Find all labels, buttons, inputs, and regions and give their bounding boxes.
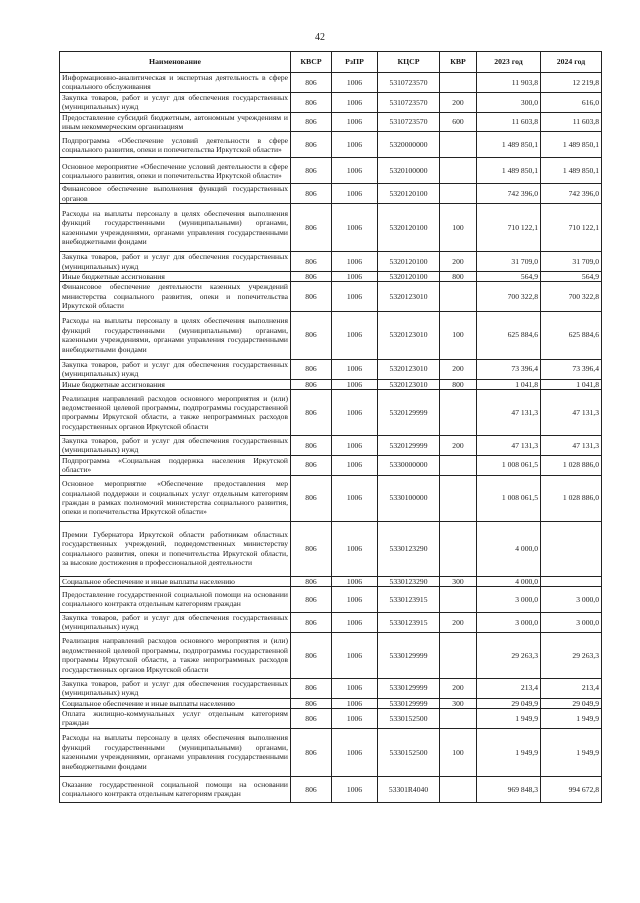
row-amount-2024: 710 122,1 (541, 204, 602, 252)
row-rzpr: 1006 (332, 311, 378, 359)
row-name: Финансовое обеспечение выполнения функций государственных органов (60, 184, 291, 204)
row-kcsr: 5330100000 (378, 475, 440, 521)
table-row (60, 158, 602, 184)
row-amount-2024: 213,4 (541, 678, 602, 698)
row-name: Закупка товаров, работ и услуг для обеспечения государственных (муниципальных) нужд (60, 92, 291, 112)
row-kcsr: 5330000000 (378, 455, 440, 475)
row-amount-2023: 1 949,9 (477, 708, 541, 728)
row-amount-2023: 1 008 061,5 (477, 475, 541, 521)
table-row (60, 389, 602, 435)
row-kcsr: 5320120100 (378, 252, 440, 272)
row-kcsr: 5330123290 (378, 576, 440, 586)
row-amount-2024: 3 000,0 (541, 586, 602, 612)
table-row (60, 435, 602, 455)
table-row (60, 455, 602, 475)
row-rzpr: 1006 (332, 586, 378, 612)
table-row (60, 576, 602, 586)
row-amount-2023: 1 489 850,1 (477, 132, 541, 158)
row-rzpr: 1006 (332, 158, 378, 184)
row-amount-2024: 625 884,6 (541, 311, 602, 359)
row-name: Иные бюджетные ассигнования (60, 272, 291, 282)
row-kcsr: 5320120100 (378, 204, 440, 252)
column-header-name: Наименование (60, 52, 291, 73)
row-rzpr: 1006 (332, 576, 378, 586)
row-kvsr: 806 (291, 576, 332, 586)
row-kvsr: 806 (291, 158, 332, 184)
column-header-rzpr: РзПР (332, 52, 378, 73)
row-amount-2024: 994 672,8 (541, 776, 602, 802)
row-amount-2024: 1 949,9 (541, 708, 602, 728)
row-name: Закупка товаров, работ и услуг для обеспечения государственных (муниципальных) нужд (60, 252, 291, 272)
row-kvsr: 806 (291, 678, 332, 698)
table-row (60, 698, 602, 708)
row-amount-2024: 29 049,9 (541, 698, 602, 708)
row-amount-2023: 1 041,8 (477, 379, 541, 389)
row-amount-2023: 3 000,0 (477, 586, 541, 612)
row-amount-2023: 742 396,0 (477, 184, 541, 204)
row-name: Оплата жилищно-коммунальных услуг отдельным категориям граждан (60, 708, 291, 728)
row-amount-2024: 31 709,0 (541, 252, 602, 272)
row-rzpr: 1006 (332, 92, 378, 112)
row-rzpr: 1006 (332, 204, 378, 252)
row-amount-2024: 1 489 850,1 (541, 158, 602, 184)
row-rzpr: 1006 (332, 475, 378, 521)
row-kvsr: 806 (291, 455, 332, 475)
row-amount-2024: 1 489 850,1 (541, 132, 602, 158)
row-kvsr: 806 (291, 282, 332, 311)
row-name: Закупка товаров, работ и услуг для обеспечения государственных (муниципальных) нужд (60, 435, 291, 455)
row-name: Расходы на выплаты персоналу в целях обеспечения выполнения функций государственными (муниципальными) органами, казенными учреждениями, органами управления государственными внебюджетными фондами (60, 204, 291, 252)
row-rzpr: 1006 (332, 698, 378, 708)
row-rzpr: 1006 (332, 708, 378, 728)
table-row (60, 73, 602, 93)
row-name: Подпрограмма «Социальная поддержка населения Иркутской области» (60, 455, 291, 475)
budget-table (59, 51, 602, 803)
row-kcsr: 5320123010 (378, 379, 440, 389)
row-amount-2024: 564,9 (541, 272, 602, 282)
row-kvsr: 806 (291, 73, 332, 93)
row-name: Подпрограмма «Обеспечение условий деятельности в сфере социального развития, опеки и попечительства Иркутской области» (60, 132, 291, 158)
row-kvr (440, 586, 477, 612)
row-name: Информационно-аналитическая и экспертная деятельность в сфере социального обслуживания (60, 73, 291, 93)
row-kvr (440, 184, 477, 204)
row-name: Расходы на выплаты персоналу в целях обеспечения выполнения функций государственными (муниципальными) органами, казенными учреждениями, органами управления государственными внебюджетными фондами (60, 728, 291, 776)
table-row (60, 379, 602, 389)
row-name: Иные бюджетные ассигнования (60, 379, 291, 389)
row-kvr: 300 (440, 576, 477, 586)
row-kcsr: 5310723570 (378, 112, 440, 132)
row-kvr: 200 (440, 612, 477, 632)
row-kcsr: 5320120100 (378, 184, 440, 204)
row-amount-2023: 1 489 850,1 (477, 158, 541, 184)
row-kvr (440, 776, 477, 802)
row-kvsr: 806 (291, 475, 332, 521)
row-kvr (440, 282, 477, 311)
row-kvsr: 806 (291, 132, 332, 158)
row-amount-2024: 3 000,0 (541, 612, 602, 632)
row-kvr: 200 (440, 359, 477, 379)
table-row (60, 282, 602, 311)
row-name: Закупка товаров, работ и услуг для обеспечения государственных (муниципальных) нужд (60, 612, 291, 632)
row-kcsr: 5330129999 (378, 678, 440, 698)
row-kvsr: 806 (291, 728, 332, 776)
column-header-kvr: КВР (440, 52, 477, 73)
row-kcsr: 5310723570 (378, 92, 440, 112)
row-name: Финансовое обеспечение деятельности казенных учреждений министерства социального развития, опеки и попечительства Иркутской области (60, 282, 291, 311)
row-amount-2023: 4 000,0 (477, 576, 541, 586)
row-kvsr: 806 (291, 311, 332, 359)
row-name: Реализация направлений расходов основного мероприятия и (или) ведомственной целевой программы, подпрограммы государственной программы Иркутской области, а также непрограммных расходов государственных органов Иркутской области (60, 632, 291, 678)
row-rzpr: 1006 (332, 632, 378, 678)
row-name: Предоставление субсидий бюджетным, автономным учреждениям и иным некоммерческим организациям (60, 112, 291, 132)
row-rzpr: 1006 (332, 73, 378, 93)
row-kvsr: 806 (291, 632, 332, 678)
row-amount-2024: 47 131,3 (541, 389, 602, 435)
row-kcsr: 5320123010 (378, 359, 440, 379)
table-row (60, 678, 602, 698)
table-row (60, 132, 602, 158)
row-amount-2023: 31 709,0 (477, 252, 541, 272)
row-amount-2023: 969 848,3 (477, 776, 541, 802)
row-kvr: 800 (440, 272, 477, 282)
row-amount-2023: 213,4 (477, 678, 541, 698)
row-rzpr: 1006 (332, 272, 378, 282)
row-name: Закупка товаров, работ и услуг для обеспечения государственных (муниципальных) нужд (60, 359, 291, 379)
row-name: Предоставление государственной социальной помощи на основании социального контракта отдельным категориям граждан (60, 586, 291, 612)
row-rzpr: 1006 (332, 728, 378, 776)
row-amount-2023: 1 008 061,5 (477, 455, 541, 475)
row-amount-2023: 47 131,3 (477, 435, 541, 455)
row-kvr (440, 73, 477, 93)
row-kvsr: 806 (291, 389, 332, 435)
row-kvsr: 806 (291, 586, 332, 612)
row-amount-2023: 11 903,8 (477, 73, 541, 93)
row-rzpr: 1006 (332, 455, 378, 475)
row-amount-2023: 73 396,4 (477, 359, 541, 379)
row-amount-2024: 47 131,3 (541, 435, 602, 455)
row-amount-2024: 29 263,3 (541, 632, 602, 678)
row-kvr (440, 475, 477, 521)
row-kcsr: 5320129999 (378, 389, 440, 435)
table-row (60, 204, 602, 252)
row-amount-2024: 1 949,9 (541, 728, 602, 776)
table-row (60, 92, 602, 112)
table-row (60, 112, 602, 132)
row-kvr: 200 (440, 252, 477, 272)
column-header-2024: 2024 год (541, 52, 602, 73)
row-amount-2023: 11 603,8 (477, 112, 541, 132)
row-kvr (440, 708, 477, 728)
row-kcsr: 5330123915 (378, 586, 440, 612)
row-amount-2023: 564,9 (477, 272, 541, 282)
row-name: Расходы на выплаты персоналу в целях обеспечения выполнения функций государственными (муниципальными) органами, казенными учреждениями, органами управления государственными внебюджетными фондами (60, 311, 291, 359)
row-kvsr: 806 (291, 184, 332, 204)
table-row (60, 184, 602, 204)
row-kvsr: 806 (291, 379, 332, 389)
row-kcsr: 5320100000 (378, 158, 440, 184)
row-amount-2024: 73 396,4 (541, 359, 602, 379)
row-kvsr: 806 (291, 698, 332, 708)
row-amount-2024: 616,0 (541, 92, 602, 112)
row-kcsr: 5330152500 (378, 708, 440, 728)
row-kcsr: 5320123010 (378, 282, 440, 311)
row-kvr (440, 632, 477, 678)
row-amount-2024: 1 028 886,0 (541, 455, 602, 475)
row-kcsr: 5330123290 (378, 521, 440, 576)
row-rzpr: 1006 (332, 389, 378, 435)
table-row (60, 708, 602, 728)
table-body (60, 73, 602, 803)
row-rzpr: 1006 (332, 282, 378, 311)
row-kcsr: 5320120100 (378, 272, 440, 282)
row-rzpr: 1006 (332, 776, 378, 802)
row-kcsr: 5310723570 (378, 73, 440, 93)
row-kvsr: 806 (291, 776, 332, 802)
row-kvr (440, 132, 477, 158)
row-kvr: 100 (440, 311, 477, 359)
table-header-row (60, 52, 602, 73)
table-row (60, 632, 602, 678)
row-amount-2024: 1 028 886,0 (541, 475, 602, 521)
row-name: Социальное обеспечение и иные выплаты населению (60, 698, 291, 708)
row-kvr: 200 (440, 435, 477, 455)
row-amount-2024: 742 396,0 (541, 184, 602, 204)
row-amount-2024 (541, 521, 602, 576)
row-kcsr: 5320129999 (378, 435, 440, 455)
row-amount-2023: 29 049,9 (477, 698, 541, 708)
row-amount-2023: 29 263,3 (477, 632, 541, 678)
table-row (60, 521, 602, 576)
table-row (60, 252, 602, 272)
row-rzpr: 1006 (332, 435, 378, 455)
row-kcsr: 5320000000 (378, 132, 440, 158)
row-amount-2023: 710 122,1 (477, 204, 541, 252)
row-kcsr: 5330123915 (378, 612, 440, 632)
row-amount-2023: 47 131,3 (477, 389, 541, 435)
row-name: Реализация направлений расходов основного мероприятия и (или) ведомственной целевой программы, подпрограммы государственной программы Иркутской области, а также непрограммных расходов государственных органов Иркутской области (60, 389, 291, 435)
table-row (60, 272, 602, 282)
row-name: Основное мероприятие «Обеспечение предоставления мер социальной поддержки и социальных услуг отдельным категориям граждан в рамках полномочий министерства социального развития, опеки и попечительства Иркутской области» (60, 475, 291, 521)
row-amount-2023: 625 884,6 (477, 311, 541, 359)
row-kvsr: 806 (291, 204, 332, 252)
row-amount-2023: 300,0 (477, 92, 541, 112)
row-name: Основное мероприятие «Обеспечение условий деятельности в сфере социального развития, опеки и попечительства Иркутской области» (60, 158, 291, 184)
row-kcsr: 5330129999 (378, 632, 440, 678)
row-amount-2024: 11 603,8 (541, 112, 602, 132)
row-amount-2023: 3 000,0 (477, 612, 541, 632)
row-rzpr: 1006 (332, 379, 378, 389)
row-kvsr: 806 (291, 359, 332, 379)
row-kvr (440, 455, 477, 475)
column-header-kcsr: КЦСР (378, 52, 440, 73)
row-name: Премии Губернатора Иркутской области работникам областных государственных учреждений, подведомственных министерству социального развития, опеки и попечительства Иркутской области, за высокие достижения в профессиональной деятельности (60, 521, 291, 576)
table-row (60, 728, 602, 776)
row-rzpr: 1006 (332, 132, 378, 158)
row-kvsr: 806 (291, 272, 332, 282)
table-row (60, 359, 602, 379)
row-rzpr: 1006 (332, 184, 378, 204)
row-kvsr: 806 (291, 252, 332, 272)
row-amount-2023: 4 000,0 (477, 521, 541, 576)
row-rzpr: 1006 (332, 252, 378, 272)
column-header-2023: 2023 год (477, 52, 541, 73)
row-kcsr: 5320123010 (378, 311, 440, 359)
row-kvr: 300 (440, 698, 477, 708)
row-name: Оказание государственной социальной помощи на основании социального контракта отдельным категориям граждан (60, 776, 291, 802)
row-rzpr: 1006 (332, 112, 378, 132)
row-kvr: 200 (440, 92, 477, 112)
table-row (60, 311, 602, 359)
row-amount-2023: 1 949,9 (477, 728, 541, 776)
row-kvr: 800 (440, 379, 477, 389)
row-kvsr: 806 (291, 435, 332, 455)
row-kvr (440, 521, 477, 576)
row-amount-2024 (541, 576, 602, 586)
row-name: Социальное обеспечение и иные выплаты населению (60, 576, 291, 586)
row-amount-2023: 700 322,8 (477, 282, 541, 311)
row-kvr: 600 (440, 112, 477, 132)
row-amount-2024: 12 219,8 (541, 73, 602, 93)
row-kvr: 100 (440, 728, 477, 776)
page-number: 42 (315, 32, 325, 43)
row-kvr (440, 158, 477, 184)
row-kcsr: 5330152500 (378, 728, 440, 776)
table-row (60, 612, 602, 632)
row-amount-2024: 700 322,8 (541, 282, 602, 311)
table-row (60, 475, 602, 521)
row-kvsr: 806 (291, 708, 332, 728)
row-kvsr: 806 (291, 92, 332, 112)
row-kcsr: 53301R4040 (378, 776, 440, 802)
row-rzpr: 1006 (332, 678, 378, 698)
row-kvsr: 806 (291, 112, 332, 132)
row-kvsr: 806 (291, 521, 332, 576)
row-kvr: 100 (440, 204, 477, 252)
row-kcsr: 5330129999 (378, 698, 440, 708)
table-row (60, 586, 602, 612)
row-name: Закупка товаров, работ и услуг для обеспечения государственных (муниципальных) нужд (60, 678, 291, 698)
row-rzpr: 1006 (332, 359, 378, 379)
row-kvsr: 806 (291, 612, 332, 632)
row-rzpr: 1006 (332, 521, 378, 576)
row-amount-2024: 1 041,8 (541, 379, 602, 389)
table-row (60, 776, 602, 802)
row-rzpr: 1006 (332, 612, 378, 632)
row-kvr: 200 (440, 678, 477, 698)
column-header-kvsr: КВСР (291, 52, 332, 73)
row-kvr (440, 389, 477, 435)
